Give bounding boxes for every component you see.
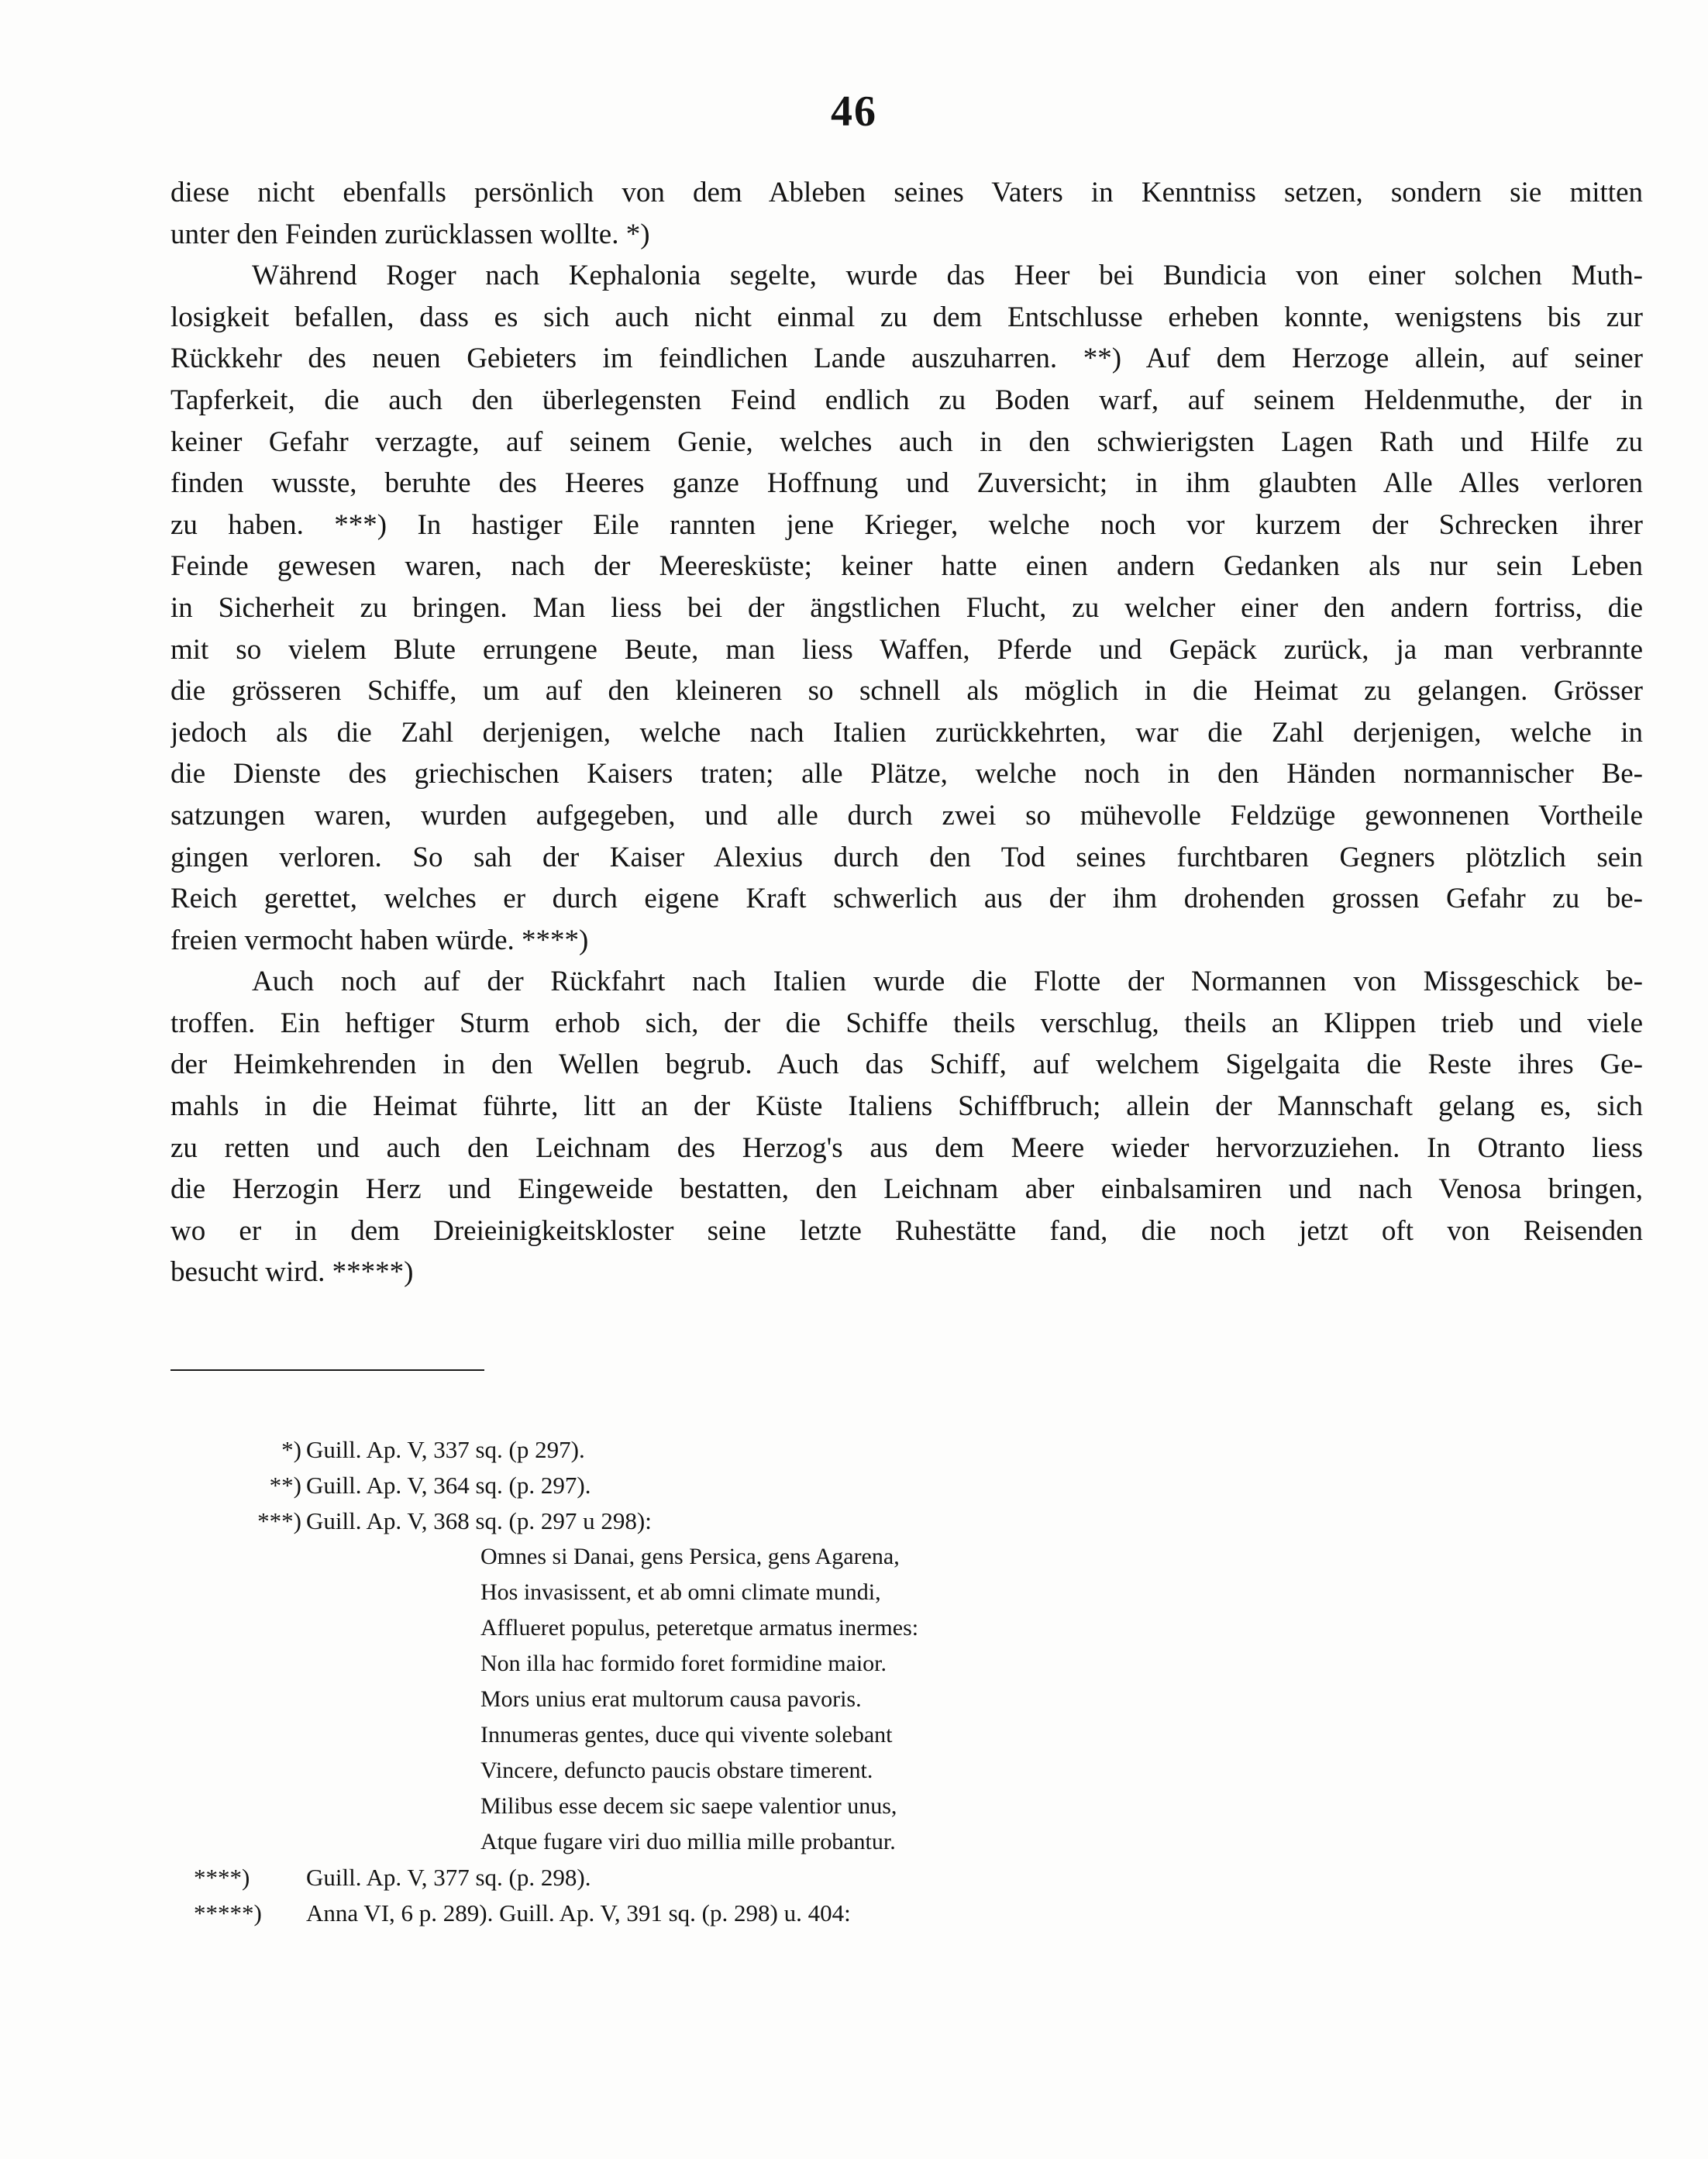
footnote-5: [170, 1896, 1643, 1931]
footnote-text: Guill. Ap. V, 337 sq. (p 297).: [306, 1436, 585, 1463]
paragraph-1: [170, 172, 1643, 255]
paragraph-3: [170, 961, 1643, 1293]
footnote-3: [170, 1503, 1643, 1539]
text-line: wo er in dem Dreieinigkeitskloster seine letzte Ruhestätte fand, die noch jetzt oft von Reisenden: [170, 1214, 1643, 1247]
footnotes: [170, 1432, 1643, 1931]
footnote-marker: *): [281, 1436, 301, 1463]
text-line: die grösseren Schiffe, um auf den kleineren so schnell als möglich in die Heimat zu gelangen. Grösser: [170, 675, 1643, 708]
footnote-text: Anna VI, 6 p. 289). Guill. Ap. V, 391 sq. (p. 298) u. 404:: [306, 1899, 851, 1927]
text-line: unter den Feinden zurücklassen wollte. *): [170, 218, 650, 250]
text-line: der Heimkehrenden in den Wellen begrub. Auch das Schiff, auf welchem Sigelgaita die Reste ihres Ge-: [170, 1049, 1643, 1081]
page-number: 46: [831, 88, 877, 136]
text-line: Feinde gewesen waren, nach der Meeresküste; keiner hatte einen andern Gedanken als nur sein Leben: [170, 550, 1643, 583]
verse-line: Milibus esse decem sic saepe valentior unus,: [480, 1793, 897, 1819]
footnote-4: [170, 1860, 1643, 1896]
text-line: troffen. Ein heftiger Sturm erhob sich, der die Schiffe theils verschlug, theils an Klippen trieb und viele: [170, 1007, 1643, 1039]
footnote-marker: *****): [194, 1899, 262, 1927]
footnote-text: Guill. Ap. V, 368 sq. (p. 297 u 298):: [306, 1507, 652, 1534]
footnote-marker: **): [269, 1472, 301, 1499]
verse-line: Mors unius erat multorum causa pavoris.: [480, 1686, 862, 1712]
verse-line: Affluеret populus, peteretque armatus inermes:: [480, 1615, 919, 1641]
text-line: mit so vielem Blute errungene Beute, man liess Waffen, Pferde und Gepäck zurück, ja man verbrannte: [170, 633, 1643, 666]
text-line: finden wusste, beruhte des Heeres ganze Hoffnung und Zuversicht; in ihm glaubten Alle Alles verloren: [170, 467, 1643, 500]
footnote-2: [170, 1468, 1643, 1503]
main-text: [170, 172, 1643, 1293]
verse-line: Vincere, defuncto paucis obstare timerent.: [480, 1758, 873, 1783]
paragraph-2: [170, 255, 1643, 961]
footnote-text: Guill. Ap. V, 377 sq. (p. 298).: [306, 1864, 591, 1891]
text-line: diese nicht ebenfalls persönlich von dem Ableben seines Vaters in Kenntniss setzen, sondern sie mitten: [170, 177, 1643, 208]
verse-line: Atque fugare viri duo millia mille probantur.: [480, 1829, 896, 1854]
text-line: Reich gerettet, welches er durch eigene Kraft schwerlich aus der ihm drohenden grossen Gefahr zu be-: [170, 883, 1643, 915]
text-line: die Herzogin Herz und Eingeweide bestatten, den Leichnam aber einbalsamiren und nach Venosa bringen,: [170, 1173, 1643, 1206]
text-line: zu haben. ***) In hastiger Eile rannten jene Krieger, welche noch vor kurzem der Schrecken ihrer: [170, 508, 1643, 541]
text-line: freien vermocht haben würde. ****): [170, 924, 589, 956]
text-line: mahls in die Heimat führte, litt an der Küste Italiens Schiffbruch; allein der Mannschaft gelang es, sich: [170, 1090, 1643, 1123]
footnote-marker: ****): [194, 1864, 250, 1891]
footnote-divider: [170, 1369, 484, 1371]
text-line: jedoch als die Zahl derjenigen, welche nach Italien zurückkehrten, war die Zahl derjenigen, welche in: [170, 716, 1643, 749]
footnote-1: [170, 1432, 1643, 1468]
verse-line: Non illa hac formido foret formidine maior.: [480, 1651, 887, 1676]
text-line: keiner Gefahr verzagte, auf seinem Genie, welches auch in den schwierigsten Lagen Rath und Hilfe zu: [170, 425, 1643, 458]
text-line: Tapferkeit, die auch den überlegensten Feind endlich zu Boden warf, auf seinem Heldenmuthe, der in: [170, 384, 1643, 416]
verse-line: Innumeras gentes, duce qui vivente solebant: [480, 1722, 893, 1748]
text-line: Auch noch auf der Rückfahrt nach Italien wurde die Flotte der Normannen von Missgeschick be-: [252, 966, 1643, 998]
text-line: die Dienste des griechischen Kaisers traten; alle Plätze, welche noch in den Händen normannischer Be-: [170, 758, 1643, 790]
text-line: gingen verloren. So sah der Kaiser Alexius durch den Tod seines furchtbaren Gegners plötzlich sein: [170, 841, 1643, 873]
text-line: in Sicherheit zu bringen. Man liess bei der ängstlichen Flucht, zu welcher einer den andern fortriss, die: [170, 591, 1643, 624]
text-line: besucht wird. *****): [170, 1256, 414, 1289]
verse-line: Hos invasissent, et ab omni climate mundi,: [480, 1579, 881, 1605]
text-line: Während Roger nach Kephalonia segelte, wurde das Heer bei Bundicia von einer solchen Muth-: [252, 260, 1643, 292]
text-line: losigkeit befallen, dass es sich auch nicht einmal zu dem Entschlusse erheben konnte, wenigstens bis zur: [170, 301, 1643, 333]
footnote-marker: ***): [257, 1507, 301, 1534]
footnote-text: Guill. Ap. V, 364 sq. (p. 297).: [306, 1472, 591, 1499]
text-line: zu retten und auch den Leichnam des Herzog's aus dem Meere wieder hervorzuziehen. In Otranto liess: [170, 1131, 1643, 1164]
verse-line: Omnes si Danai, gens Persica, gens Agarena,: [480, 1544, 900, 1569]
verse-quotation: [170, 1539, 1643, 1860]
text-line: Rückkehr des neuen Gebieters im feindlichen Lande auszuharren. **) Auf dem Herzoge allein, auf seiner: [170, 343, 1643, 375]
text-line: satzungen waren, wurden aufgegeben, und alle durch zwei so mühevolle Feldzüge gewonnenen Vortheile: [170, 799, 1643, 832]
